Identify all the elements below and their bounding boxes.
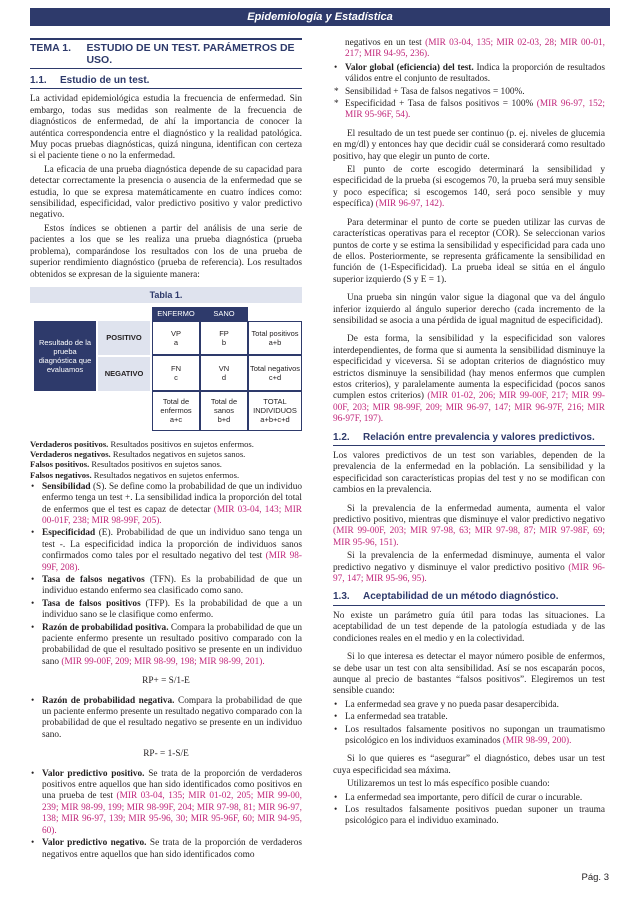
list-item [333, 725, 605, 748]
list-item [30, 696, 302, 742]
legend-term: Falsos positivos. [30, 459, 90, 470]
desc: Se trata de la proporción de verdaderos positivos entre aquellos que han sido identificados como positivos en una prueba de test [42, 768, 302, 802]
section-title: Aceptabilidad de un método diagnóstico. [363, 591, 559, 603]
paragraph: Los valores predictivos de un test son variables, dependen de la prevalencia de la enfermedad en la población. La sensibilidad y la especificidad son características propias del test y no se modifican con cambios en la prevalencia. [333, 451, 605, 496]
mir-reference: (MIR 01-02, 206; MIR 99-00F, 217; MIR 99-00F, 203; MIR 98-99F, 209; MIR 96-97, 147; MIR 96-97F, 216; MIR 96-97F, 197). [333, 391, 605, 425]
desc: (TFP). Es la probabilidad de que a un individuo sano se le clasifique como enfermo. [42, 598, 303, 621]
cell-totenf-sum: a+c [169, 415, 183, 425]
cell-total-individuos [248, 391, 302, 431]
list-item [333, 99, 605, 122]
legend-term: Verdaderos negativos. [30, 449, 111, 460]
desc: Los resultados falsamente positivos no supongan un traumatismo psicológico en los individuos examinados [345, 724, 605, 746]
cell-vp-letter: a [173, 337, 179, 347]
paragraph: De esta forma, la sensibilidad y la especificidad son valores interdependientes, de forma que si aumenta la sensibilidad disminuye la especificidad y viceversa. Si se adoptan criterios de diagnóstico muy estrictos disminuye la sensibilidad (hay menos enfermos que cumplen estos criterios), y paralelamente aumenta la especificidad (pocos sanos cumplen estos criterios) [333, 334, 605, 402]
list-item: • La enfermedad sea importante, pero difícil de curar o incurable. [333, 793, 605, 804]
term: Tasa de falsos positivos [42, 598, 141, 609]
paragraph: No existe un parámetro guía útil para todas las situaciones. La aceptabilidad de un test depende de la patología estudiada y de las condiciones reales en el medio y en la colectividad. [333, 610, 605, 644]
list-item [30, 838, 302, 861]
section-heading-1-2 [333, 432, 605, 446]
mir-reference: (MIR 99-00F, 203; MIR 97-98, 63; MIR 97-98, 87; MIR 97-98F, 69; MIR 95-96, 151). [333, 526, 605, 548]
legend-term: Verdaderos positivos. [30, 438, 109, 449]
term: Sensibilidad [42, 481, 91, 492]
tema-title: ESTUDIO DE UN TEST. PARÁMETROS DE USO. [86, 42, 295, 66]
desc: Se trata de la proporción de verdaderos negativos entre aquellos que han sido identificados como [42, 838, 302, 860]
contingency-table [30, 287, 302, 435]
paragraph: La actividad epidemiológica estudia la frecuencia de enfermedad. Sin embargo, todas sus medidas son realmente de la frecuencia de diagnósticos de enfermedad, de ahí la importancia de conocer la auténtica correspondencia entre el diagnóstico y la realidad patológica. Muy pocas pruebas diagnósticas, quizá ninguna, identifican con certeza si el paciente tiene o no la enfermedad. [30, 94, 302, 162]
cell-total-sum: a+b+c+d [260, 415, 290, 425]
page-header: Epidemiología y Estadística [30, 8, 610, 26]
list-item [30, 599, 302, 622]
page-number: Pág. 3 [581, 872, 609, 883]
cell-totpos-label: Total positivos [251, 328, 299, 338]
mir-reference: (MIR 98-99, 200). [502, 735, 572, 746]
paragraph: Una prueba sin ningún valor sigue la diagonal que va del ángulo inferior izquierdo al ángulo superior derecho (cada incremento de la sensibilidad se asocia a una pérdida de igual magnitud de especificidad). [333, 293, 605, 326]
mir-reference: (MIR 96-97, 147; MIR 95-96, 95). [333, 562, 605, 585]
legend-desc: Resultados positivos en sujetos enfermos. [110, 438, 254, 449]
cell-total-positivos [248, 321, 302, 355]
desc: Indica la proporción de resultados válidos entre el conjunto de resultados. [345, 62, 605, 85]
section-number: 1.1. [30, 75, 47, 86]
list-item [30, 769, 302, 837]
cell-fn-letter: c [174, 372, 178, 382]
paragraph: Si la prevalencia de la enfermedad aumenta, aumenta el valor predictivo positivo, mientras que disminuye el valor predictivo negativo [333, 503, 605, 526]
definitions-list [30, 482, 302, 669]
term: Razón de probabilidad negativa. [42, 695, 175, 706]
cell-vn-label: VN [218, 363, 230, 373]
label-negativo: NEGATIVO [98, 357, 150, 391]
paragraph: Utilizaremos un test lo más específico posible cuando: [347, 779, 550, 790]
cell-totsan-label: Total de sanos [210, 397, 238, 416]
paragraph: Si lo que quieres es “asegurar” el diagnóstico, debes usar un test cuya especificidad sea máxima. [333, 754, 605, 776]
term: Razón de probabilidad positiva. [42, 622, 169, 633]
legend-desc: Resultados negativos en sujetos enfermos. [93, 469, 240, 480]
paragraph: Si la prevalencia de la enfermedad disminuye, aumenta el valor predictivo negativo y disminuye el valor predictivo positivo [333, 551, 605, 573]
cell-totneg-sum: c+d [268, 372, 282, 382]
sensitive-test-list [333, 700, 605, 748]
list-item [30, 482, 302, 528]
section-title: Estudio de un test. [60, 75, 150, 86]
paragraph-continuation: negativos en un test [345, 38, 426, 48]
section-number: 1.3. [333, 591, 350, 603]
mir-reference: (MIR 99-00F, 209; MIR 98-99, 198; MIR 98-99, 201). [61, 656, 265, 667]
term: Tasa de falsos negativos [42, 574, 145, 585]
cell-total-enfermos [152, 391, 200, 431]
definitions-list [30, 769, 302, 861]
cell-fp-letter: b [221, 337, 227, 347]
cell-fn-label: FN [171, 363, 181, 373]
list-item [333, 87, 605, 98]
paragraph: El resultado de un test puede ser continuo (p. ej. niveles de glucemia en mg/dl) y entonces hay que decidir cuál se considerará como resultado positivo, hay que elegir un punto de corte. [333, 128, 605, 162]
table-legend [30, 439, 302, 480]
mir-reference: (MIR 96-97, 152; MIR 95-96F, 54). [345, 99, 605, 121]
definitions-list [30, 696, 302, 742]
legend-term: Falsos negativos. [30, 469, 92, 480]
cell-total-sanos [200, 391, 248, 431]
desc: (E). Probabilidad de que un individuo sano tenga un test -. La especificidad indica la proporción de individuos sanos confirmados como tales por el resultado negativo del test [42, 528, 302, 562]
legend-desc: Resultados positivos en sujetos sanos. [91, 459, 222, 470]
paragraph: Si lo que interesa es detectar el mayor número posible de enfermos, se debe usar un test con alta sensibilidad. Así se nos escaparán pocos, aunque al precio de bastantes “falsos positivos”. Elegiremos un test sensible cuando: [333, 652, 605, 697]
label-positivo: POSITIVO [98, 321, 150, 355]
cell-vn-letter: d [221, 372, 227, 382]
list-item: • La enfermedad sea grave y no pueda pasar desapercibida. [333, 700, 605, 711]
desc: Compara la probabilidad de que un paciente enfermo presente un resultado negativo comparado con la probabilidad de que el resultado negativo se presente en un individuo sano. [42, 695, 302, 740]
section-title: Relación entre prevalencia y valores predictivos. [363, 431, 595, 443]
cell-vn [200, 355, 248, 391]
cell-total-negativos [248, 355, 302, 391]
desc: Especificidad + Tasa de falsos positivos = 100% [345, 99, 537, 110]
cell-fn [152, 355, 200, 391]
desc: (S). Se define como la probabilidad de que un individuo enfermo tenga un test +. La sensibilidad indica la proporción del total de enfermos que el test es capaz de detectar [42, 481, 302, 515]
legend-desc: Resultados negativos en sujetos sanos. [112, 449, 246, 460]
term: Valor global (eficiencia) del test. [345, 62, 474, 73]
list-item [30, 575, 302, 598]
section-heading-1-1 [30, 75, 302, 89]
section-heading-1-3 [333, 591, 605, 605]
formula: RP- = 1-S/E [143, 749, 189, 760]
header-enfermo: ENFERMO [152, 307, 200, 321]
cell-totpos-sum: a+b [268, 337, 282, 347]
list-item: • Los resultados falsamente positivos puedan suponer un trauma psicológico para el individuo examinado. [333, 805, 605, 828]
desc: Sensibilidad + Tasa de falsos negativos = 100%. [345, 86, 525, 97]
mir-reference: (MIR 03-04, 135; MIR 01-02, 205; MIR 99-00, 239; MIR 98-99, 199; MIR 98-99F, 204; MIR 97-98, 81; MIR 96-97, 138; MIR 96-97, 139; MIR 95-96, 30; MIR 95-96F, 60; MIR 94-95, 60). [42, 791, 303, 836]
cell-totsan-sum: b+d [217, 415, 231, 425]
paragraph: Para determinar el punto de corte se pueden utilizar las curvas de características operativas para el receptor (COR). Se seleccionan varios puntos de corte y se estima la sensibilidad y especificidad para cada uno de ellos. Posteriormente, se representa gráficamente la sensibilidad en función de (1-Especificidad). La prueba ideal se sitúa en el ángulo superior izquierdo (S y E = 1). [333, 217, 605, 285]
cell-vp-label: VP [170, 328, 181, 338]
tema-number: TEMA 1. [30, 42, 72, 54]
mir-reference: (MIR 03-04, 135; MIR 02-03, 28; MIR 00-01, 217; MIR 94-95, 236). [345, 38, 605, 60]
paragraph: Estos índices se obtienen a partir del análisis de una serie de pacientes a los que se les realiza una prueba diagnóstica (prueba problema), comparándose los resultados con los de una prueba de superior rendimiento diagnóstico (prueba de referencia). Los resultados obtenidos se expresan de la siguiente manera: [30, 223, 302, 280]
cell-total-label: TOTAL INDIVIDUOS [253, 397, 297, 416]
mir-reference: (MIR 03-04, 143; MIR 00-01F, 238; MIR 98-99F, 205). [42, 504, 302, 526]
cell-totenf-label: Total de enfermos [160, 397, 192, 416]
formula: RP+ = S/1-E [142, 676, 190, 687]
definitions-list [333, 63, 605, 122]
tema-heading [30, 38, 302, 69]
specific-test-list [333, 793, 605, 828]
desc: (TFN). Es la probabilidad de que un individuo estando enfermo sea clasificado como sano. [42, 574, 302, 597]
mir-reference: (MIR 96-97, 142). [375, 199, 445, 210]
paragraph: La eficacia de una prueba diagnóstica depende de su capacidad para detectar correctamente la presencia o ausencia de la enfermedad que se estudia, lo que se expresa matemáticamente en cuatro índices como: sensibilidad, especificidad, valor predictivo positivo y valor predictivo negativo. [30, 164, 302, 221]
list-item: • La enfermedad sea tratable. [333, 712, 605, 723]
cell-fp [200, 321, 248, 355]
header-sano: SANO [200, 307, 248, 321]
list-item [30, 623, 302, 669]
right-column [333, 38, 605, 830]
table-title: Tabla 1. [30, 287, 302, 303]
term: Valor predictivo positivo. [42, 768, 145, 779]
term: Especificidad [42, 528, 96, 539]
term: Valor predictivo negativo. [42, 838, 147, 849]
section-number: 1.2. [333, 431, 350, 443]
desc: Compara la probabilidad de que un paciente enfermo presente un resultado positivo comparado con la probabilidad de que el resultado positivo se presente en un individuo sano [42, 622, 302, 667]
mir-reference: (MIR 98-99F, 208). [42, 551, 302, 573]
paragraph: El punto de corte escogido determinará la sensibilidad y especificidad de la prueba (si escogemos 70, la prueba será muy sensible y poco específica; si escogemos 140, será poco sensible y muy específica) [333, 165, 605, 210]
row-label: Resultado de la prueba diagnóstica que evaluamos [34, 321, 96, 391]
left-column [30, 38, 302, 863]
list-item [333, 63, 605, 86]
cell-fp-label: FP [219, 328, 229, 338]
cell-vp [152, 321, 200, 355]
list-item [30, 528, 302, 574]
cell-totneg-label: Total negativos [249, 363, 301, 373]
